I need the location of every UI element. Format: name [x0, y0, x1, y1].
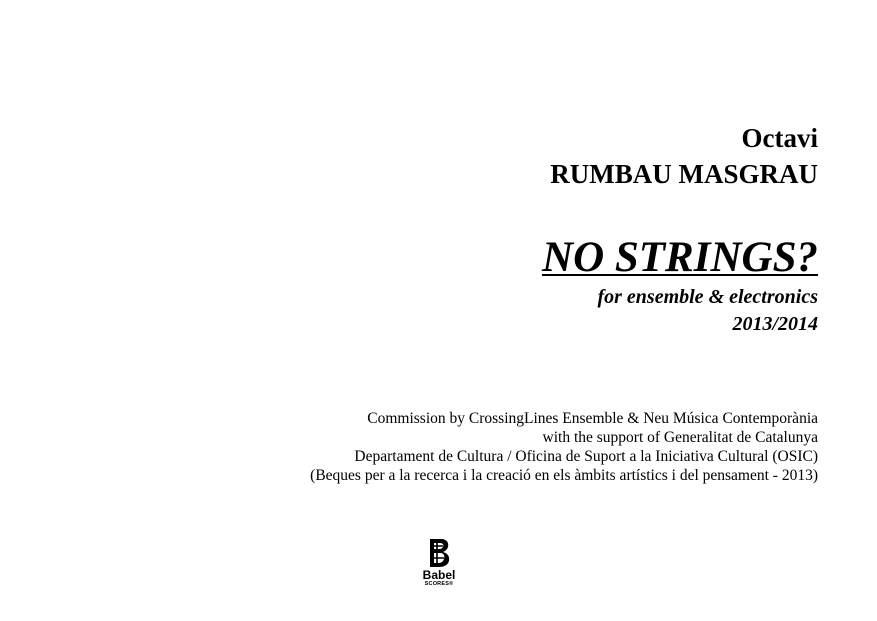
work-title: NO STRINGS?	[542, 234, 818, 281]
publisher-subline: SCORES®	[424, 581, 454, 587]
work-years: 2013/2014	[732, 313, 818, 335]
credit-line: (Beques per a la recerca i la creació en els àmbits artístics i del pensament - 2013)	[310, 467, 818, 484]
composer-first-name: Octavi	[741, 123, 818, 153]
credit-line: with the support of Generalitat de Catalunya	[542, 429, 818, 446]
work-instrumentation: for ensemble & electronics	[597, 286, 818, 308]
credits-block	[310, 409, 818, 485]
publisher-name: Babel	[422, 568, 456, 582]
credit-line: Departament de Cultura / Oficina de Suport a la Iniciativa Cultural (OSIC)	[354, 448, 818, 465]
composer-last-name: RUMBAU MASGRAU	[550, 159, 818, 189]
credit-line: Commission by CrossingLines Ensemble & Neu Música Contemporània	[367, 410, 818, 427]
publisher-logo	[413, 538, 465, 594]
babel-logo-icon	[426, 538, 452, 568]
